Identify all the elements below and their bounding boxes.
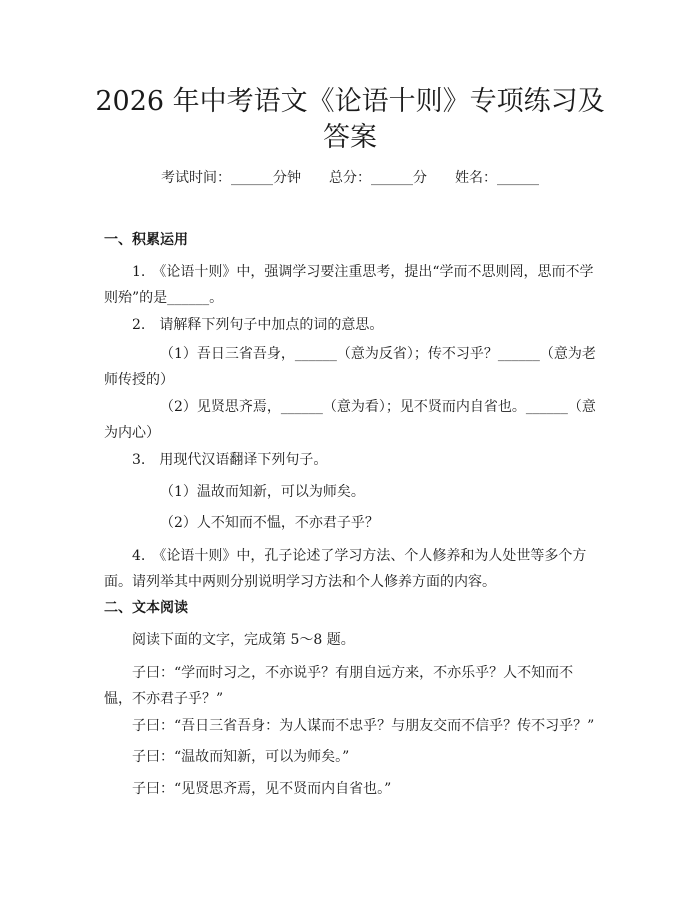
reading-intro: 阅读下面的文字，完成第 5～8 题。 [132,632,355,648]
exam-meta [0,168,700,188]
total-score: 总分：______分 [329,170,427,186]
section-heading-accumulation: 一、积累运用 [104,232,188,248]
reading-passage-4: 子曰：“见贤思齐焉，见不贤而内自省也。” [132,781,392,797]
question-2-item-1: （1）吾日三省吾身，______（意为反省）；传不习乎？______（意为老师传授的） [104,346,596,388]
reading-passage-2: 子曰：“吾日三省吾身：为人谋而不忠乎？与朋友交而不信乎？传不习乎？” [132,718,595,734]
question-3-item-1: （1）温故而知新，可以为师矣。 [160,484,365,500]
question-2-item-2: （2）见贤思齐焉，______（意为看）；见不贤而内自省也。______（意为内心） [104,399,596,441]
question-3-item-2: （2）人不知而不愠，不亦君子乎？ [160,515,379,531]
question-4: 4. 《论语十则》中，孔子论述了学习方法、个人修养和为人处世等多个方面。请列举其中两则分别说明学习方法和个人修养方面的内容。 [104,548,587,590]
student-name: 姓名：______ [455,170,539,186]
question-3: 3. 用现代汉语翻译下列句子。 [132,452,328,468]
page-title: 2026 年中考语文《论语十则》专项练习及答案 [95,86,605,153]
question-1: 1. 《论语十则》中，强调学习要注重思考，提出“学而不思则罔，思而不学则殆”的是______。 [104,264,594,306]
reading-passage-1: 子曰：“学而时习之，不亦说乎？有朋自远方来，不亦乐乎？人不知而不愠，不亦君子乎？” [104,665,574,707]
reading-passage-3: 子曰：“温故而知新，可以为师矣。” [132,749,350,765]
section-heading-reading: 二、文本阅读 [104,600,188,616]
exam-time: 考试时间：______分钟 [161,170,301,186]
question-2: 2. 请解释下列句子中加点的词的意思。 [132,317,384,333]
